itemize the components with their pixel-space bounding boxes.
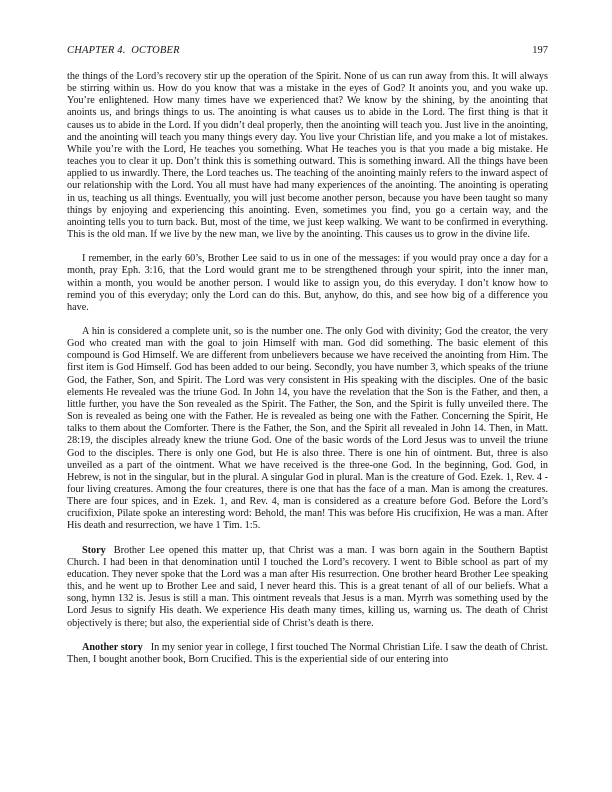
page-number: 197	[532, 45, 548, 56]
running-head-chapter-title: CHAPTER 4. OCTOBER	[67, 45, 180, 56]
paragraph-text: In my senior year in college, I first touched The Normal Christian Life. I saw the death of Christ. Then, I bought another book, Born Crucified. This is the experiential side of our entering into	[67, 641, 548, 665]
running-header	[67, 45, 548, 56]
paragraph-text: the things of the Lord’s recovery stir up the operation of the Spirit. None of us can run away from this. It will always be stirring within us. How do you know that was a mistake in the eyes of God? It anoints you, and you wake up. You’re enlightened. How many times have we experienced that? We know by the shining, by the anointing that anoints us, and brings things to us. The anointing is what causes us to abide in the Lord. The first thing is that it causes us to abide in the Lord. If you didn’t deal properly, then the anointing will teach you. Just live in the anointing, and the anointing will teach you many things every day. You live your Christian life, and you make a lot of mistakes. While you’re with the Lord, He teaches you something. What He teaches you is that you made a big mistake. He teaches you to clear it up. Don’t think this is something outward. This is something inward. All the things have been applied to us inwardly. There, the Lord teaches us. The teaching of the anointing mainly refers to the inward aspect of our relationship with the Lord. You all must have had many experiences of the anointing. The anointing is operating in us, teaching us all things. Eventually, you will just become another person, because you have been taught so many things by enjoying and experiencing this anointing. Even, sometimes you find, you go a certain way, and the anointing tells you to turn back. But, most of the time, we just keep walking. We want to be confirmed in everything. This is the old man. If we live by the new man, we live by the anointing. This causes us to grow in the divine life.	[67, 71, 548, 241]
paragraph-story	[67, 545, 548, 630]
paragraph-another-story	[67, 642, 548, 666]
body-text-block	[67, 71, 548, 678]
story-runin-heading: Story	[82, 544, 106, 556]
paragraph-continuation	[67, 71, 548, 241]
another-story-runin-heading: Another story	[82, 641, 143, 653]
paragraph-text: Brother Lee opened this matter up, that Christ was a man. I was born again in the Southern Baptist Church. I had been in that denomination until I touched the Lord’s recovery. I went to Bible school as part of my education. They never spoke that the Lord was a man after His resurrection. One brother heard Brother Lee speaking this, and he went up to Brother Lee and said, I never heard this. This is a great tenant of all of our beliefs. What a song, hymn 132 is. Jesus is still a man. This ointment reveals that Jesus is a man. Myrrh was something used by the Lord Jesus to signify His death. We experience His death many times, killing us, warning us. The death of Christ objectively is there; but also, the experiential side of Christ’s death is there.	[67, 544, 548, 629]
paragraph-text: I remember, in the early 60’s, Brother Lee said to us in one of the messages: if you would pray once a day for a month, pray Eph. 3:16, that the Lord would grant me to be strengthened through your spirit, into the inner man, within a month, you would be another person. I would like to assign you, do this everyday. I don’t know how to remind you of this everyday; only the Lord can do this. But, anyhow, do this, and see how big of a difference you have.	[67, 253, 548, 313]
paragraph-text: A hin is considered a complete unit, so is the number one. The only God with divinity; God the creator, the very God who created man with the goal to join Himself with man. God did something. The basic element of this compound is God Himself. We are different from unbelievers because we have received the anointing from Him. The first item is God Himself. God has been added to our being. Secondly, you have number 3, which speaks of the triune God, the Father, Son, and Spirit. The Lord was very consistent in His speaking with the disciples. One of the basic elements He revealed was the triune God. In John 14, you have the revelation that the Son is the Father, and then, a little further, you have the Son revealed as the Spirit. The Father, the Son, and the Spirit is fully unveiled there. The Son is revealed as being one with the Father. He is revealed as being one with the Father. Concerning the Spirit, He talks to them about the Comforter. There is the Father, the Son, and the Spirit all revealed in John 14. Then, in Matt. 28:19, the disciples already knew the triune God. One of the basic words of the Lord Jesus was to unveil the triune God to the disciples. There is only one God, but He is also three. There is one hin of ointment. But, three is also unveiled as a part of the ointment. What we have received is the three-one God. In the beginning, God. God, in Hebrew, is not in the singular, but in the plural. A singular God in plural. Man is the creature of God. Ezek. 1, Rev. 4 - four living creatures. Among the four creatures, there is one that has the face of a man. Man is among the creatures. There are four spices, and in Ezek. 1, and Rev. 4, man is considered as a creature before God. Before the Lord’s crucifixion, Pilate spoke an interesting word: Behold, the man! This was before His crucifixion, He was a man. After His death and resurrection, we have 1 Tim. 1:5.	[67, 325, 548, 532]
paragraph-i-remember	[67, 253, 548, 314]
paragraph-a-hin	[67, 326, 548, 533]
